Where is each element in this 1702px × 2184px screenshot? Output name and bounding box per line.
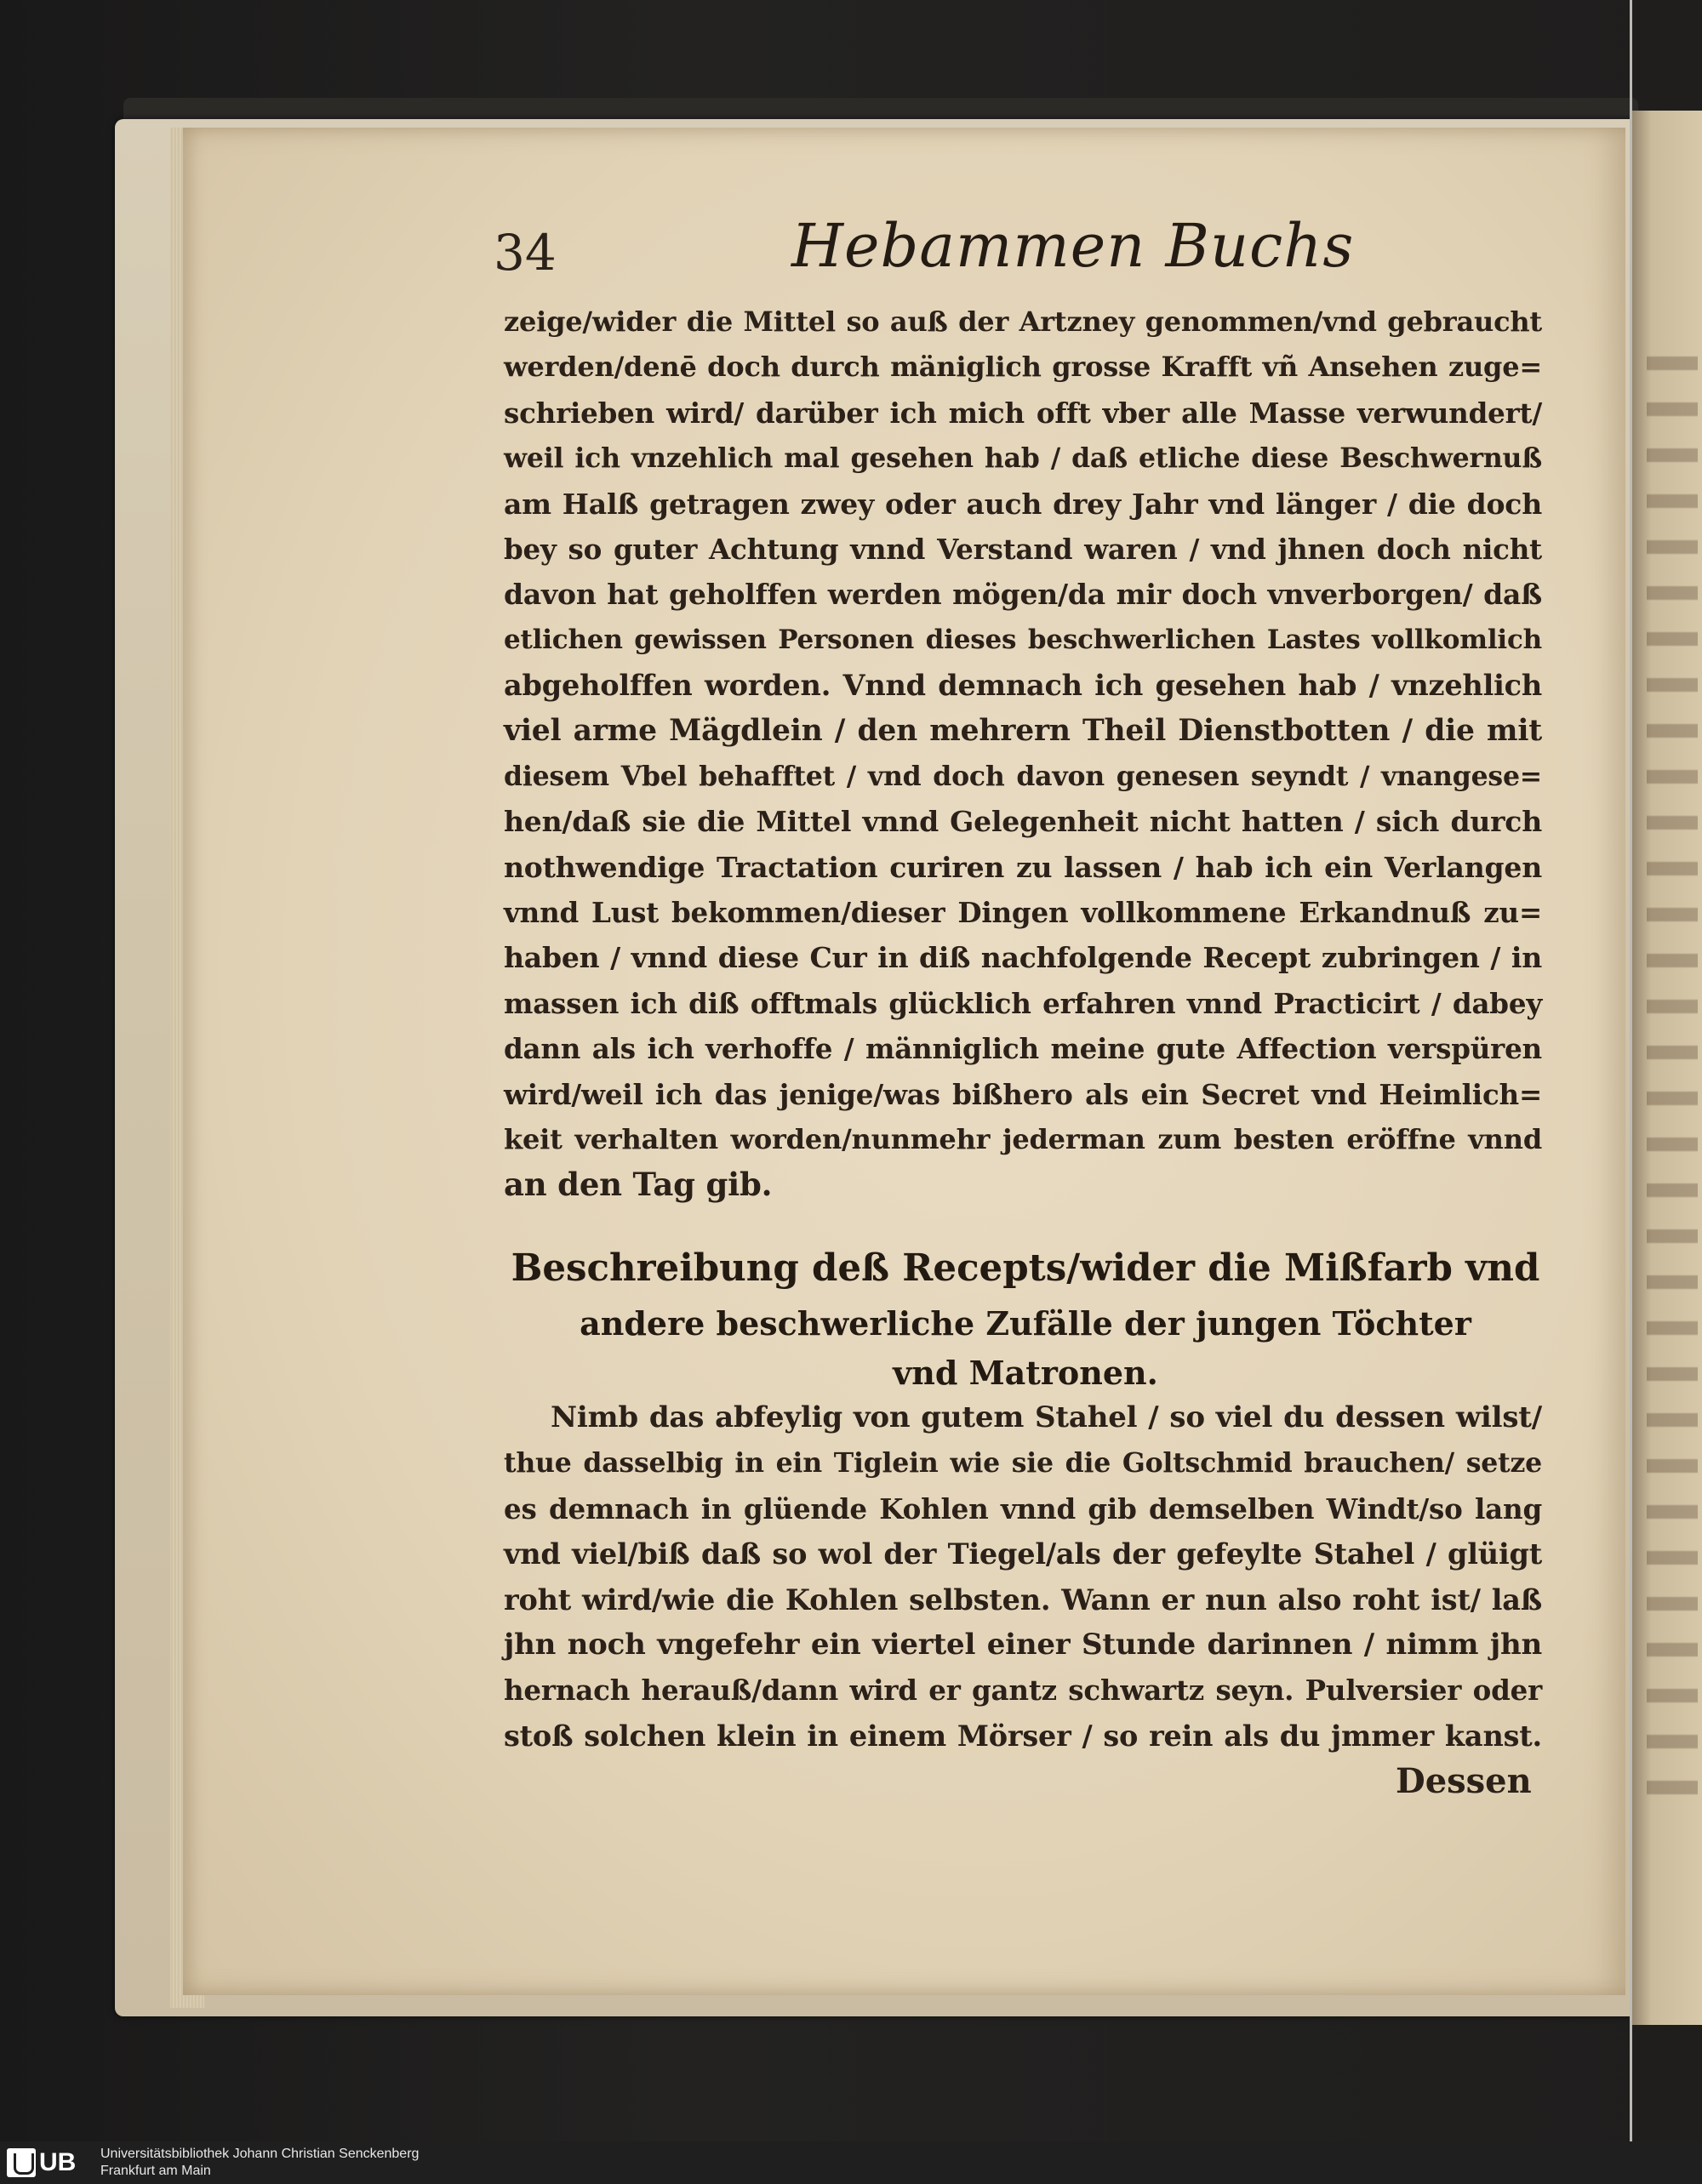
text-line: am Halß getragen zwey oder auch drey Jahr vnd länger / die doch	[504, 487, 1542, 521]
text-line: jhn noch vngefehr ein viertel einer Stunde darinnen / nimm jhn	[504, 1627, 1542, 1662]
library-name-line-1: Universitätsbibliothek Johann Christian Senckenberg	[100, 2147, 420, 2161]
text-line: zeige/wider die Mittel so auß der Artzney genommen/vnd gebraucht	[504, 305, 1542, 338]
text-line: etlichen gewissen Personen dieses beschwerlichen Lastes vollkomlich	[504, 624, 1542, 655]
text-line: Nimb das abfeylig von gutem Stahel / so viel du dessen wilst/	[551, 1400, 1542, 1434]
library-logo-text: UB	[39, 2148, 77, 2176]
heading-line-3: vnd Matronen.	[893, 1354, 1158, 1392]
text-line: abgeholffen worden. Vnnd demnach ich gesehen hab / vnzehlich	[504, 669, 1542, 703]
running-head: Hebammen Buchs	[791, 211, 1355, 281]
library-name-line-2: Frankfurt am Main	[100, 2164, 211, 2178]
text-line: massen ich diß offtmals glücklich erfahren vnnd Practicirt / dabey	[504, 986, 1542, 1020]
library-footer	[0, 2141, 1702, 2184]
text-line: vnd viel/biß daß so wol der Tiegel/als der gefeylte Stahel / glüigt	[504, 1537, 1542, 1571]
text-line: stoß solchen klein in einem Mörser / so rein als du jmmer kanst.	[504, 1719, 1542, 1753]
text-line: bey so guter Achtung vnnd Verstand waren / vnd jhnen doch nicht	[504, 532, 1542, 566]
text-line: an den Tag gib.	[504, 1166, 773, 1204]
library-logo	[7, 2148, 76, 2177]
catchword: Dessen	[1396, 1761, 1532, 1801]
text-line: davon hat geholffen werden mögen/da mir doch vnverborgen/ daß	[504, 578, 1542, 612]
text-line: hen/daß sie die Mittel vnnd Gelegenheit nicht hatten / sich durch	[504, 805, 1542, 839]
recipe-heading	[511, 1238, 1540, 1398]
paragraph-intro	[504, 299, 1542, 1208]
heading-line-2: andere beschwerliche Zufälle der jungen Töchter	[580, 1304, 1471, 1343]
text-line: diesem Vbel behafftet / vnd doch davon genesen seyndt / vnangese=	[504, 760, 1542, 792]
library-emblem-icon	[7, 2148, 36, 2177]
text-line: werden/denē doch durch mäniglich grosse Krafft vñ Ansehen zuge=	[504, 351, 1542, 384]
text-line: viel arme Mägdlein / den mehrern Theil Dienstbotten / die mit	[504, 713, 1542, 748]
facing-page-text-shadow	[1647, 332, 1698, 1821]
page-header	[494, 211, 1566, 313]
text-line: schrieben wird/ darüber ich mich offt vber alle Masse verwundert/	[504, 396, 1542, 430]
text-line: thue dasselbig in ein Tiglein wie sie die Goltschmid brauchen/ setze	[504, 1447, 1542, 1480]
text-line: haben / vnnd diese Cur in diß nachfolgende Recept zubringen / in	[504, 941, 1542, 975]
text-line: weil ich vnzehlich mal gesehen hab / daß etliche diese Beschwernuß	[504, 442, 1542, 475]
text-line: keit verhalten worden/nunmehr jederman zum besten eröffne vnnd	[504, 1123, 1542, 1156]
text-line: nothwendige Tractation curiren zu lassen / hab ich ein Verlangen	[504, 850, 1542, 884]
text-line: hernach herauß/dann wird er gantz schwartz seyn. Pulversier oder	[504, 1674, 1542, 1708]
text-line: roht wird/wie die Kohlen selbsten. Wann er nun also roht ist/ laß	[504, 1582, 1542, 1617]
heading-line-1: Beschreibung deß Recepts/wider die Mißfarb vnd	[511, 1246, 1540, 1290]
library-name	[100, 2146, 419, 2180]
page-divider-line	[1630, 0, 1632, 2141]
text-line: es demnach in glüende Kohlen vnnd gib demselben Windt/so lang	[504, 1491, 1542, 1525]
text-line: dann als ich verhoffe / männiglich meine gute Affection verspüren	[504, 1032, 1542, 1066]
text-line: wird/weil ich das jenige/was bißhero als ein Secret vnd Heimlich=	[504, 1077, 1542, 1111]
paragraph-recipe	[504, 1395, 1542, 1759]
page-number: 34	[494, 224, 557, 282]
text-line: vnnd Lust bekommen/dieser Dingen vollkommene Erkandnuß zu=	[504, 896, 1542, 930]
